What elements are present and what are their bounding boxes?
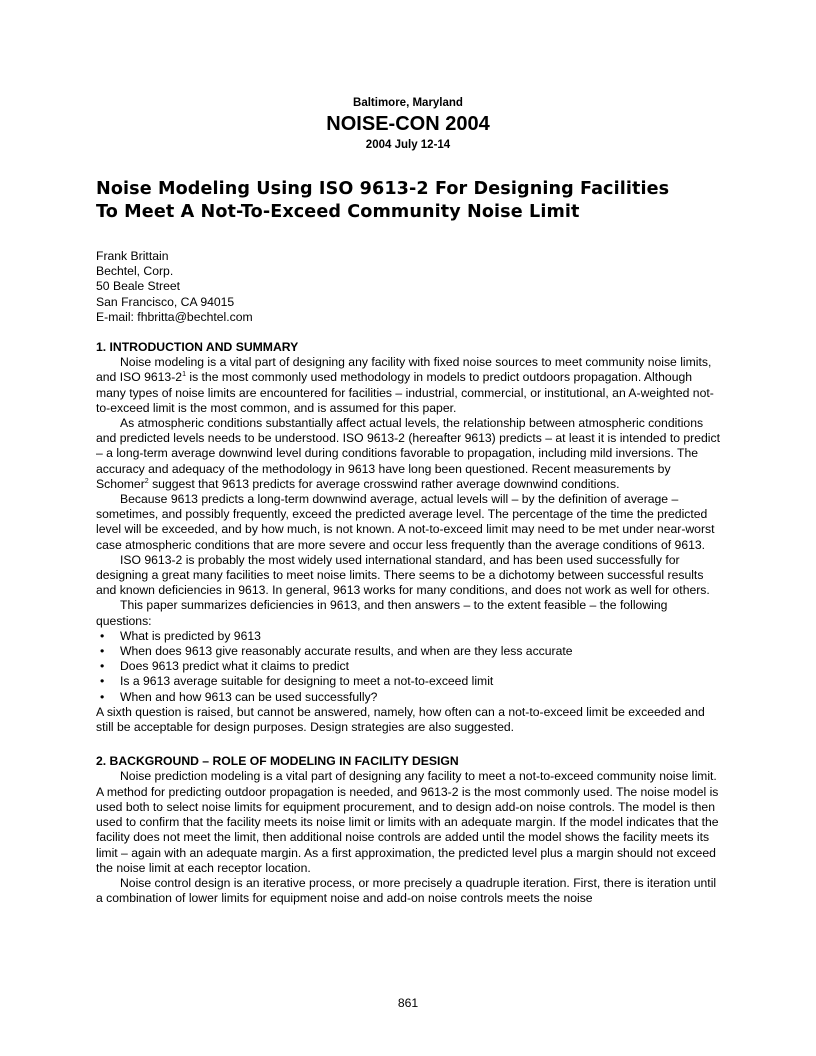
author-organization: Bechtel, Corp. — [96, 264, 174, 279]
page-number: 861 — [397, 996, 419, 1010]
paragraph-text: suggest that 9613 predicts for average crosswind rather average downwind conditions. — [148, 476, 620, 491]
list-item — [96, 659, 720, 674]
list-item-text: Is a 9613 average suitable for designing to meet a not-to-exceed limit — [120, 674, 494, 689]
conference-dates: 2004 July 12-14 — [365, 139, 451, 151]
section-1-paragraph-4: ISO 9613-2 is probably the most widely used international standard, and has been used successfully for designing a great many facilities to meet noise limits. There seems to be a dichotomy between successful results and known deficiencies in 9613. In general, 9613 works for many conditions, and does not work as well for others. — [96, 552, 710, 598]
section-1-heading: 1. INTRODUCTION AND SUMMARY — [96, 340, 299, 354]
list-item-text: Does 9613 predict what it claims to predict — [120, 659, 349, 674]
conference-location: Baltimore, Maryland — [353, 97, 463, 109]
questions-list — [96, 629, 720, 705]
section-1-paragraph-2 — [96, 416, 720, 492]
bullet-icon: • — [100, 659, 105, 674]
conference-name: NOISE-CON 2004 — [326, 113, 490, 135]
list-item-text: When and how 9613 can be used successfully? — [120, 689, 378, 704]
bullet-icon: • — [100, 644, 105, 659]
paragraph-text: Noise modeling is a vital part of designing any facility with fixed noise sources to meet community noise limits, and ISO 9613-2 — [96, 355, 712, 385]
section-1-paragraph-3: Because 9613 predicts a long-term downwind average, actual levels will – by the definition of average – sometimes, and possibly frequently, exceed the predicted average level. The percentage of the time the predicted level will be exceeded, and by how much, is not known. A not-to-exceed limit may need to be met under near-worst case atmospheric conditions that are more severe and occur less frequently than the average conditions of 9613. — [96, 492, 715, 552]
section-2-paragraph-1: Noise prediction modeling is a vital part of designing any facility to meet a not-to-exceed community noise limit. A method for predicting outdoor propagation is needed, and 9613-2 is the most commonly used. The noise model is used both to select noise limits for equipment procurement, and to design add-on noise controls. The model is then used to confirm that the facility meets its noise limit or limits with an adequate margin. If the model indicates that the facility does not meet the limit, then additional noise controls are added until the model shows the facility meets its limit – again with an adequate margin. As a first approximation, the predicted level plus a margin should not exceed the noise limit at each receptor location. — [96, 769, 719, 875]
paragraph-text: As atmospheric conditions substantially affect actual levels, the relationship between atmospheric conditions and predicted levels needs to be understood. ISO 9613-2 (hereafter 9613) predicts – at least it is intended to predict – a long-term average downwind level during conditions favorable to propagation, including mild inversions. The accuracy and adequacy of the methodology in 9613 have long been questioned. Recent measurements by Schomer — [96, 416, 720, 491]
paragraph-text: is the most commonly used methodology in models to predict outdoors propagation. Although many types of noise limits are encountered for facilities – industrial, commercial, or institutional, an A-weighted not-to-exceed limit is the most common, and is assumed for this paper. — [96, 370, 714, 415]
paper-body — [96, 340, 720, 906]
bullet-icon: • — [100, 674, 105, 689]
paper-title-line-2: To Meet A Not-To-Exceed Community Noise Limit — [96, 202, 580, 222]
list-item — [96, 690, 720, 705]
section-2-paragraph-2: Noise control design is an iterative process, or more precisely a quadruple iteration. First, there is iteration until a combination of lower limits for equipment noise and add-on noise controls meets the noise — [96, 875, 717, 906]
list-item — [96, 674, 720, 689]
paper-title — [96, 178, 736, 224]
section-1-paragraph-1 — [96, 355, 720, 416]
reference-superscript: 2 — [144, 477, 149, 485]
list-item-text: When does 9613 give reasonably accurate results, and when are they less accurate — [120, 644, 573, 659]
author-street: 50 Beale Street — [96, 279, 181, 294]
section-1-paragraph-6: A sixth question is raised, but cannot be answered, namely, how often can a not-to-exceed limit be exceeded and still be acceptable for design purposes. Design strategies are also suggested. — [96, 704, 705, 735]
bullet-icon: • — [100, 628, 105, 643]
section-2-heading: 2. BACKGROUND – ROLE OF MODELING IN FACILITY DESIGN — [96, 754, 459, 769]
author-email: E-mail: fhbritta@bechtel.com — [96, 309, 253, 324]
author-block — [96, 249, 253, 325]
list-item-text: What is predicted by 9613 — [120, 628, 261, 643]
bullet-icon: • — [100, 689, 105, 704]
list-item — [96, 629, 720, 644]
section-1-paragraph-5: This paper summarizes deficiencies in 9613, and then answers – to the extent feasible – the following questions: — [96, 598, 668, 628]
list-item — [96, 644, 720, 659]
paper-title-line-1: Noise Modeling Using ISO 9613-2 For Designing Facilities — [96, 179, 670, 199]
reference-superscript: 1 — [182, 371, 186, 379]
author-name: Frank Brittain — [96, 249, 169, 263]
author-city: San Francisco, CA 94015 — [96, 294, 235, 309]
